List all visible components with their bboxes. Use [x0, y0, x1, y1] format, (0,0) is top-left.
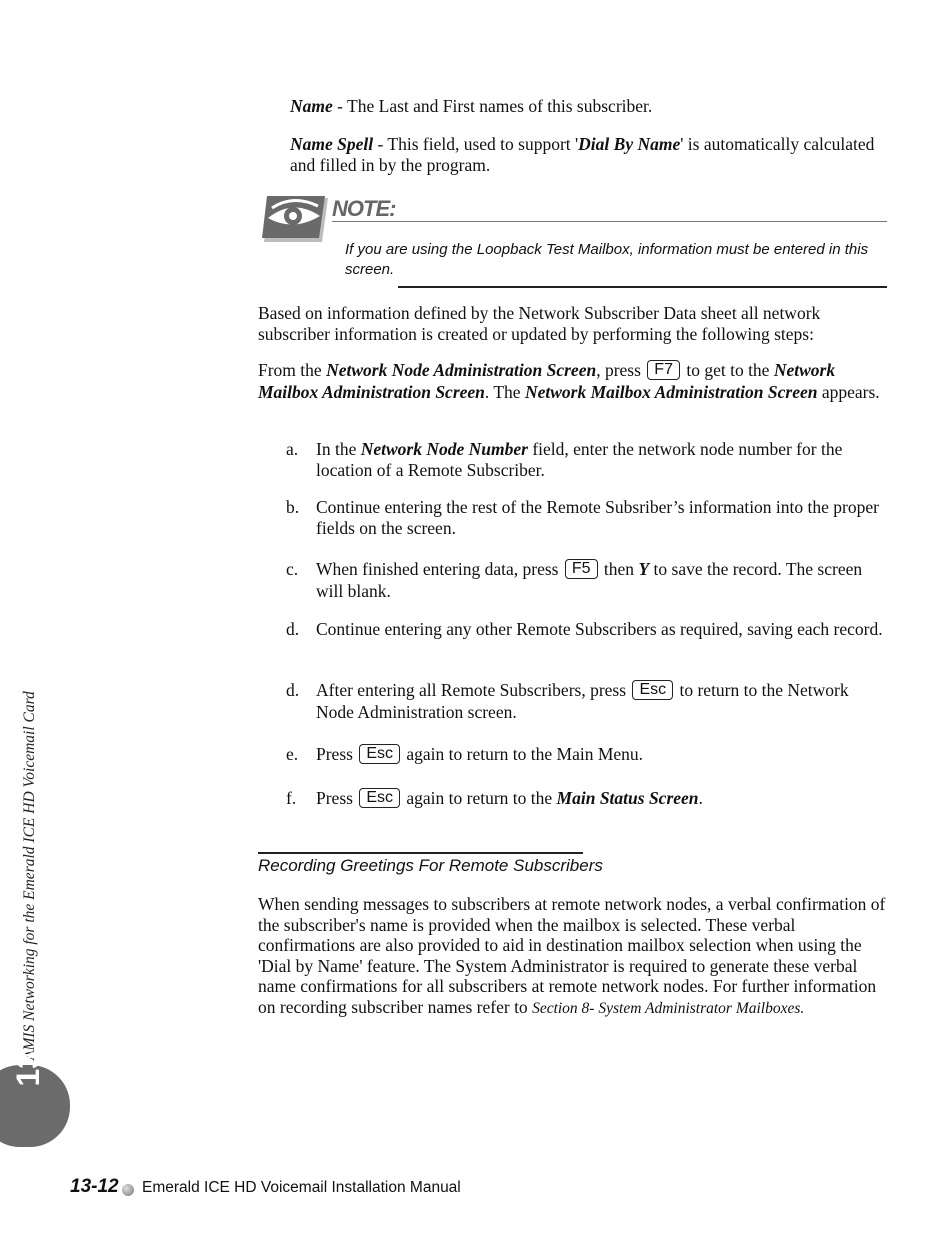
step-letter: f.	[286, 788, 297, 808]
step-a-text-1: In the	[316, 439, 361, 459]
chapter-number: 13	[10, 1050, 46, 1087]
f5-key: F5	[565, 559, 598, 579]
step-f-text-1: Press	[316, 788, 358, 808]
page-number: 13-12	[70, 1176, 119, 1197]
from-text-5: appears.	[817, 382, 880, 402]
main-status-screen-emphasis: Main Status Screen	[556, 788, 699, 808]
step-f-text-2: again to return to the	[402, 788, 557, 808]
from-text-2: , press	[596, 360, 646, 380]
step-letter: d.	[286, 619, 300, 639]
step-c-text-1: When finished entering data, press	[316, 559, 563, 579]
section-divider	[258, 852, 583, 854]
section-body-text: When sending messages to subscribers at remote network nodes, a verbal confirmation of the subscriber's name is provided when the mailbox is selected. These verbal confirmations are also provided to aid in destination mailbox selection when using the 'Dial by Name' feature. The System Administrator is required to generate these verbal name confirmations for all subscribers at remote network nodes. For further information on recording subscriber names refer to	[258, 894, 886, 1017]
step-b-text: Continue entering the rest of the Remote Subsriber’s information into the proper fields on the screen.	[316, 497, 879, 538]
network-mailbox-admin-screen-emphasis: Network Mailbox Administration Screen	[258, 360, 836, 402]
field-name-term: Name	[290, 96, 333, 116]
step-a-text-2: field, enter the network node number for the location of a Remote Subscriber.	[316, 439, 843, 480]
field-name-spell-term: Name Spell	[290, 134, 374, 154]
step-f-text-3: .	[698, 788, 703, 808]
chapter-side-title: AMIS Networking for the Emerald ICE HD Voicemail Card	[21, 691, 38, 1060]
section-body	[258, 894, 888, 1019]
y-key-emphasis: Y	[638, 559, 650, 579]
step-c-text-3: to save the record. The screen will blank.	[316, 559, 863, 601]
step-d2-text-2: to return to the Network Node Administration screen.	[316, 680, 849, 722]
field-name-text: - The Last and First names of this subscriber.	[332, 96, 653, 116]
step-e-text-2: again to return to the Main Menu.	[402, 744, 644, 764]
esc-key: Esc	[632, 680, 673, 700]
field-name-spell-text-b: ' is automatically calculated and filled in by the program.	[290, 134, 875, 175]
manual-title: Emerald ICE HD Voicemail Installation Manual	[142, 1179, 461, 1196]
esc-key: Esc	[359, 744, 400, 764]
network-node-admin-screen-emphasis: Network Node Administration Screen	[326, 360, 597, 380]
section-heading: Recording Greetings For Remote Subscribers	[258, 856, 603, 875]
note-eye-icon	[262, 196, 330, 244]
step-letter: e.	[286, 744, 299, 764]
note-divider-top	[332, 221, 887, 222]
dial-by-name-emphasis: Dial By Name	[578, 134, 681, 154]
f7-key: F7	[647, 360, 680, 380]
from-text-4: . The	[484, 382, 525, 402]
from-text-3: to get to the	[681, 360, 774, 380]
field-name-description	[290, 96, 890, 117]
field-name-spell-text-a: - This field, used to support '	[373, 134, 579, 154]
note-divider-bottom	[398, 286, 887, 288]
section-reference: Section 8- System Administrator Mailboxes.	[532, 999, 805, 1017]
step-letter: d.	[286, 680, 300, 700]
network-mailbox-admin-screen-emphasis-2: Network Mailbox Administration Screen	[524, 382, 818, 402]
field-name-spell-description	[290, 134, 885, 175]
step-letter: b.	[286, 497, 300, 517]
from-paragraph	[258, 360, 886, 403]
intro-paragraph: Based on information defined by the Network Subscriber Data sheet all network subscriber information is created or updated by performing the following steps:	[258, 303, 821, 344]
network-node-number-emphasis: Network Node Number	[360, 439, 528, 459]
bullet-icon	[122, 1184, 134, 1196]
step-letter: a.	[286, 439, 299, 459]
step-letter: c.	[286, 559, 299, 579]
step-d2-text-1: After entering all Remote Subscribers, press	[316, 680, 631, 700]
step-d1-text: Continue entering any other Remote Subscribers as required, saving each record.	[316, 619, 883, 639]
step-e-text-1: Press	[316, 744, 358, 764]
note-title: NOTE:	[332, 196, 396, 221]
note-text: If you are using the Loopback Test Mailbox, information must be entered in this screen.	[345, 241, 869, 278]
from-text-1: From the	[258, 360, 327, 380]
esc-key: Esc	[359, 788, 400, 808]
step-c-text-2: then	[599, 559, 639, 579]
